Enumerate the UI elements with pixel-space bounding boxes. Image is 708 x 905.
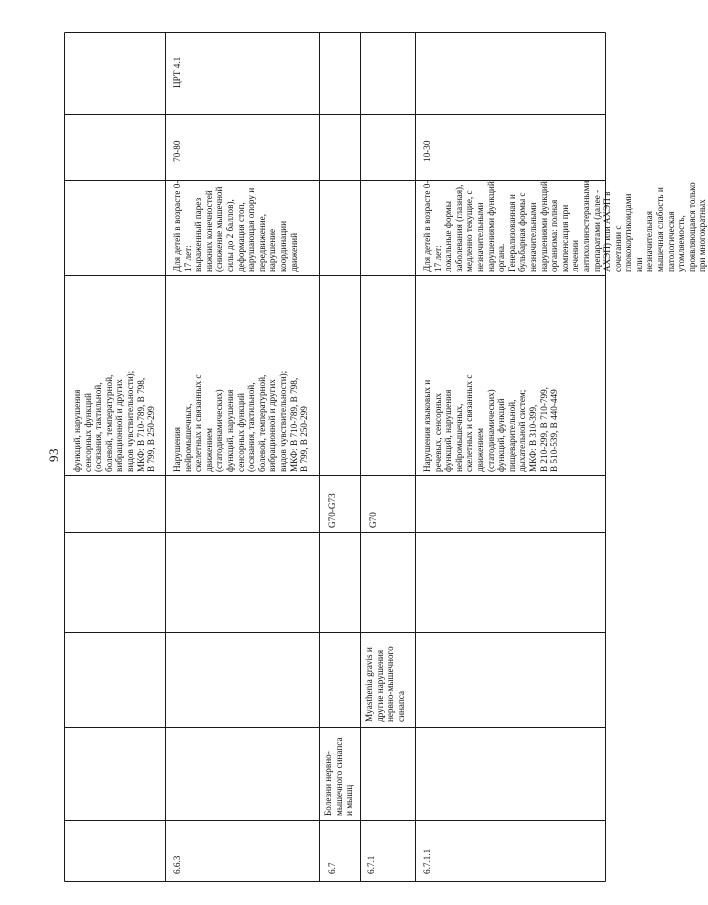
row-1-severity: 70-80 xyxy=(172,140,182,162)
row-3-disease: Myasthenia gravis и другие нарушения нервно-мышечного синапса xyxy=(364,646,406,722)
criteria-table xyxy=(64,32,708,882)
row-0-impairment: функций, нарушения сенсорных функций (осязания, тактильной, болевой, температурной, вибрационной и других видов чувствительности); МКФ: В 710-789, В 798, В 799, В 250-299 xyxy=(72,370,157,472)
row-2-icd-code: G70-G73 xyxy=(327,493,337,528)
row-2-disease-group: Болезни нервно- мышечного синапса и мышц xyxy=(323,737,355,816)
page-number: 93 xyxy=(46,448,61,462)
row-4-severity: 10-30 xyxy=(422,140,432,162)
row-4-criteria: Для детей в возрасте 0-17 лет: локальные формы заболевания (глазная), медленно текущие, с незначительными нарушениями функций органа. Генерализованная и бульбарная формы с незначительными нарушениями функций организма: полная компенсация при лечении антихолинэстеразными препаратами (далее - АХЭП) или АХЭП в сочетании с глюкокортикоидами или незначительная мышечная слабость и патологическая утомляемость, проявляющаяся только при многократных xyxy=(422,180,708,272)
row-1-impairment: Нарушения нейромышечных, скелетных и связанных с движением (статодинамических) функций, нарушения сенсорных функций (осязания, тактильной, болевой, температурной, вибрационной и других видов чувствительности); МКФ: В 710-789, В 798, В 799, В 250-299 xyxy=(172,370,310,472)
row-2-code: 6.7 xyxy=(327,862,337,874)
row-4-impairment: Нарушения языковых и речевых, сенсорных функций, нарушения нейромышечных, скелетных и связанных с движением (статодинамических) функций, функций пищеварительной, дыхательной систем; МКФ: В 310-399, В 210-299, В 710-799, В 510-539, В 440-449 xyxy=(422,374,560,472)
row-1-criteria: Для детей в возрасте 0-17 лет: выраженный парез нижних конечностей (снижение мышечной силы до 2 баллов), деформация стоп, нарушающая опору и передвижение, нарушение координации движений xyxy=(172,180,299,272)
row-1-program: ЦРТ 4.1 xyxy=(172,56,182,88)
row-3-icd-code: G70 xyxy=(368,512,378,528)
row-4-code: 6.7.1.1 xyxy=(422,848,432,874)
row-1-code: 6.6.3 xyxy=(172,855,182,874)
row-3-code: 6.7.1 xyxy=(366,855,376,874)
